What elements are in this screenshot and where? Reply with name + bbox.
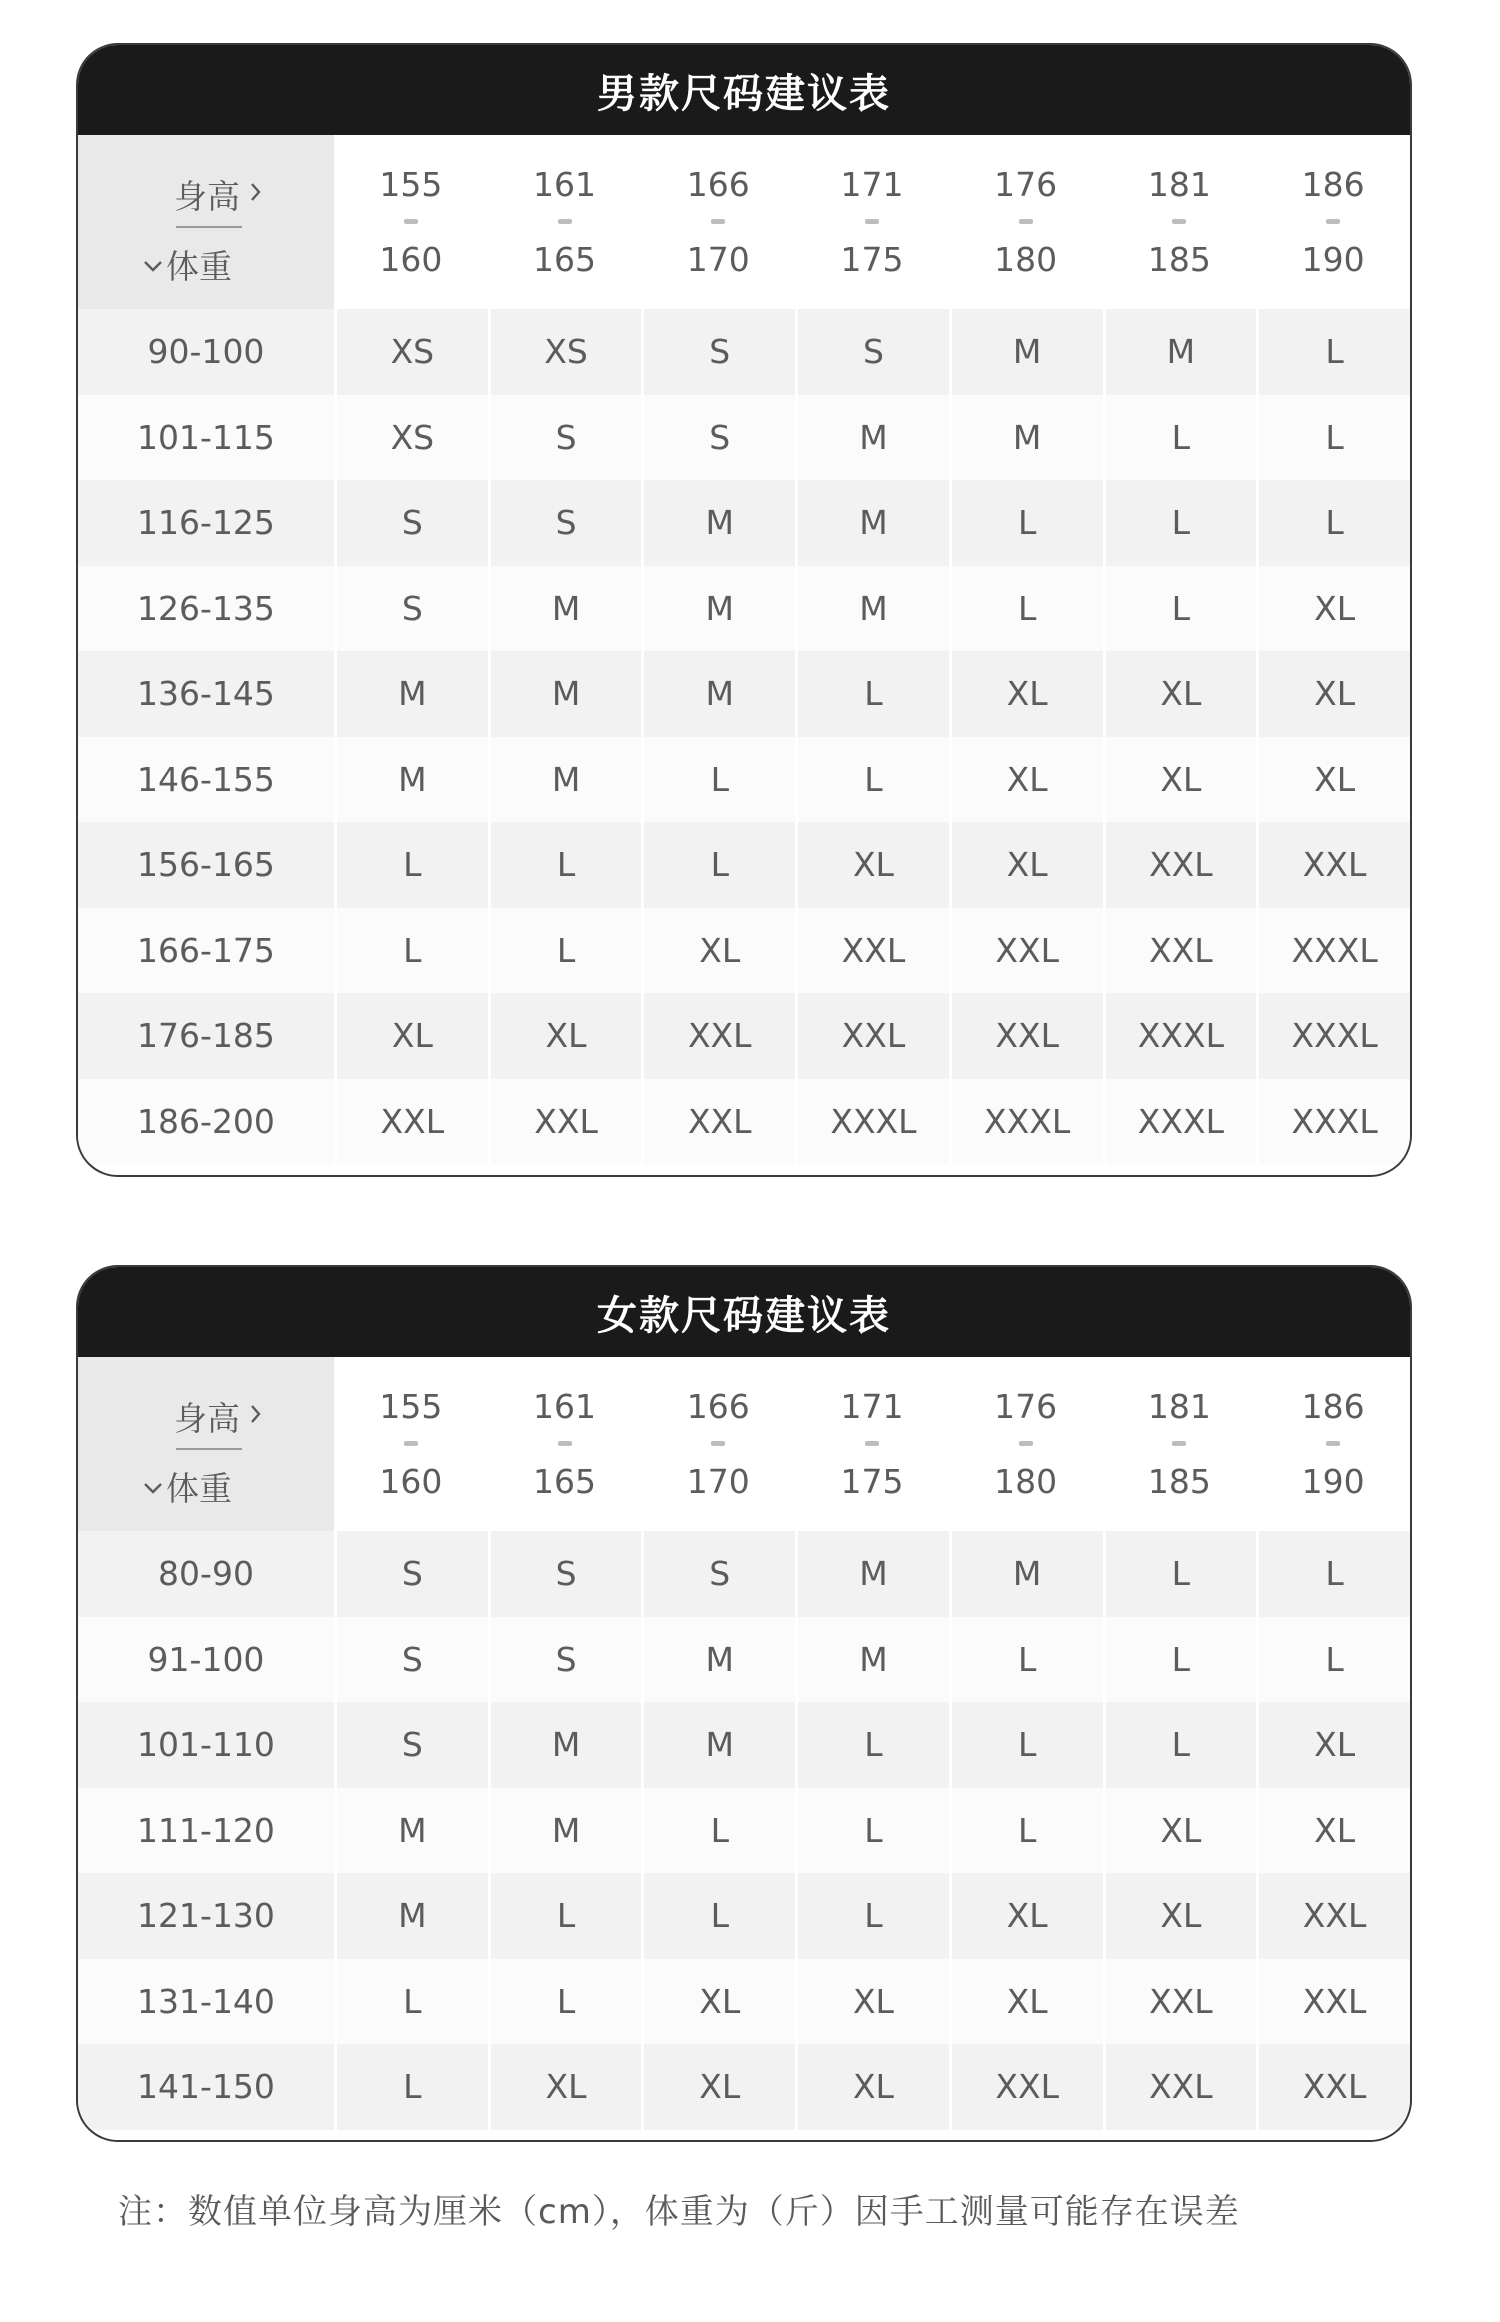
size-cell: XL [641,1959,795,2045]
size-cell: M [488,566,642,652]
size-cell: XL [1256,1788,1410,1874]
size-cell: XXL [949,908,1103,994]
weight-label: 体重 [166,1469,232,1508]
table-row [78,1531,1410,1617]
size-cell: XL [1256,1702,1410,1788]
size-cell: L [795,1702,949,1788]
weight-range-cell: 146-155 [78,737,334,823]
size-cell: M [334,1873,488,1959]
table-row [78,993,1410,1079]
size-cell: S [334,1617,488,1703]
size-cell: XL [949,822,1103,908]
size-cell: L [949,1702,1103,1788]
size-cell: M [334,737,488,823]
chevron-right-icon [250,181,262,208]
size-cell: M [949,1531,1103,1617]
table-row [78,1617,1410,1703]
size-cell: M [334,1788,488,1874]
table-corner-cell [78,135,334,309]
size-cell: M [641,1702,795,1788]
size-cell: XS [334,395,488,481]
size-cell: L [949,1788,1103,1874]
size-cell: XL [1256,737,1410,823]
size-cell: M [488,1702,642,1788]
size-cell: XL [1103,651,1257,737]
size-cell: L [1103,1617,1257,1703]
table-row [78,737,1410,823]
height-range-header: 181 185 [1103,135,1257,309]
size-cell: L [334,2044,488,2130]
size-cell: L [488,908,642,994]
size-cell: L [949,566,1103,652]
height-range-header: 186 190 [1256,135,1410,309]
table-row [78,309,1410,395]
women-size-table [78,1357,1410,2130]
size-cell: S [488,1617,642,1703]
weight-range-cell: 156-165 [78,822,334,908]
size-cell: M [795,1531,949,1617]
weight-range-cell: 101-110 [78,1702,334,1788]
size-cell: L [1103,1702,1257,1788]
size-cell: XXXL [795,1079,949,1165]
size-cell: XXL [1256,822,1410,908]
size-cell: XXL [1256,1873,1410,1959]
size-cell: L [795,651,949,737]
height-range-header: 171 175 [795,135,949,309]
size-cell: XXL [488,1079,642,1165]
size-cell: L [795,1788,949,1874]
size-cell: XL [334,993,488,1079]
weight-range-cell: 101-115 [78,395,334,481]
size-cell: L [1256,1617,1410,1703]
size-cell: XXL [1256,2044,1410,2130]
size-cell: S [795,309,949,395]
size-cell: L [949,480,1103,566]
size-cell: XXL [1103,2044,1257,2130]
women-chart-title: 女款尺码建议表 [78,1267,1410,1357]
chevron-down-icon [142,252,164,278]
height-range-header: 181 185 [1103,1357,1257,1531]
size-cell: L [949,1617,1103,1703]
size-cell: S [641,1531,795,1617]
weight-range-cell: 116-125 [78,480,334,566]
size-cell: L [334,1959,488,2045]
size-cell: XL [949,1873,1103,1959]
size-cell: M [641,480,795,566]
corner-divider [176,226,242,228]
table-row [78,2044,1410,2130]
height-header-row [78,135,1410,309]
height-label: 身高 [174,177,240,216]
size-cell: L [1103,566,1257,652]
weight-range-cell: 121-130 [78,1873,334,1959]
table-row [78,480,1410,566]
weight-range-cell: 141-150 [78,2044,334,2130]
size-cell: XXXL [1103,1079,1257,1165]
weight-range-cell: 111-120 [78,1788,334,1874]
women-size-chart [76,1265,1412,2142]
height-label: 身高 [174,1399,240,1438]
weight-range-cell: 80-90 [78,1531,334,1617]
size-cell: S [334,1702,488,1788]
size-cell: L [1103,395,1257,481]
size-cell: XL [1103,1873,1257,1959]
chevron-right-icon [250,1403,262,1430]
weight-range-cell: 166-175 [78,908,334,994]
size-cell: L [334,822,488,908]
size-cell: M [641,1617,795,1703]
size-cell: XXL [334,1079,488,1165]
size-cell: L [488,822,642,908]
size-cell: M [488,651,642,737]
weight-range-cell: 90-100 [78,309,334,395]
size-cell: L [1256,480,1410,566]
size-cell: S [334,480,488,566]
size-cell: M [795,395,949,481]
size-cell: M [488,1788,642,1874]
height-range-header: 155 160 [334,135,488,309]
size-cell: XL [1103,737,1257,823]
size-cell: XXL [1103,822,1257,908]
height-range-header: 176 180 [949,135,1103,309]
size-cell: L [1256,309,1410,395]
size-cell: XXL [949,993,1103,1079]
size-cell: XXL [1103,908,1257,994]
size-cell: XXXL [1103,993,1257,1079]
height-range-header: 166 170 [641,135,795,309]
size-cell: L [488,1873,642,1959]
size-cell: S [488,395,642,481]
size-cell: XXXL [949,1079,1103,1165]
table-row [78,1788,1410,1874]
height-header-row [78,1357,1410,1531]
size-cell: XXL [641,993,795,1079]
table-row [78,395,1410,481]
size-cell: M [795,566,949,652]
table-row [78,1873,1410,1959]
size-cell: L [1103,1531,1257,1617]
size-cell: M [949,309,1103,395]
size-cell: XXL [949,2044,1103,2130]
table-row [78,566,1410,652]
height-range-header: 171 175 [795,1357,949,1531]
size-cell: L [641,822,795,908]
size-cell: XXXL [1256,1079,1410,1165]
table-row [78,651,1410,737]
table-row [78,822,1410,908]
weight-range-cell: 186-200 [78,1079,334,1165]
size-cell: L [334,908,488,994]
size-cell: S [641,395,795,481]
size-cell: S [488,1531,642,1617]
size-cell: XL [641,2044,795,2130]
size-cell: XL [641,908,795,994]
table-row [78,1079,1410,1165]
size-cell: S [641,309,795,395]
size-cell: XL [795,1959,949,2045]
measurement-note: 注：数值单位身高为厘米（cm），体重为（斤）因手工测量可能存在误差 [118,2192,1240,2232]
size-cell: XS [334,309,488,395]
size-cell: XL [1256,651,1410,737]
men-size-table [78,135,1410,1164]
size-cell: XL [488,2044,642,2130]
height-range-header: 161 165 [488,1357,642,1531]
height-range-header: 155 160 [334,1357,488,1531]
size-cell: M [488,737,642,823]
weight-range-cell: 91-100 [78,1617,334,1703]
size-cell: L [795,737,949,823]
size-cell: XXL [795,908,949,994]
corner-divider [176,1448,242,1450]
size-cell: S [334,1531,488,1617]
table-row [78,908,1410,994]
size-cell: M [641,651,795,737]
size-cell: L [641,737,795,823]
table-row [78,1959,1410,2045]
size-cell: XL [1256,566,1410,652]
size-cell: M [949,395,1103,481]
size-cell: XXL [1256,1959,1410,2045]
size-cell: M [795,1617,949,1703]
chevron-down-icon [142,1474,164,1500]
size-cell: L [1256,395,1410,481]
weight-range-cell: 136-145 [78,651,334,737]
size-cell: XS [488,309,642,395]
weight-range-cell: 126-135 [78,566,334,652]
size-cell: XL [1103,1788,1257,1874]
size-cell: XXL [641,1079,795,1165]
size-cell: L [641,1788,795,1874]
size-cell: XL [949,1959,1103,2045]
table-row [78,1702,1410,1788]
height-range-header: 176 180 [949,1357,1103,1531]
weight-range-cell: 131-140 [78,1959,334,2045]
men-size-chart [76,43,1412,1177]
size-cell: S [488,480,642,566]
size-cell: L [1256,1531,1410,1617]
weight-range-cell: 176-185 [78,993,334,1079]
size-cell: XXXL [1256,908,1410,994]
size-cell: XL [949,737,1103,823]
size-cell: XL [795,2044,949,2130]
size-cell: XL [795,822,949,908]
height-range-header: 186 190 [1256,1357,1410,1531]
size-cell: XXXL [1256,993,1410,1079]
table-corner-cell [78,1357,334,1531]
size-cell: L [488,1959,642,2045]
size-cell: XL [488,993,642,1079]
size-cell: L [641,1873,795,1959]
size-cell: XL [949,651,1103,737]
size-cell: L [1103,480,1257,566]
size-cell: M [334,651,488,737]
men-chart-title: 男款尺码建议表 [78,45,1410,135]
weight-label: 体重 [166,247,232,286]
height-range-header: 166 170 [641,1357,795,1531]
size-cell: S [334,566,488,652]
size-cell: M [795,480,949,566]
size-cell: M [641,566,795,652]
size-cell: L [795,1873,949,1959]
height-range-header: 161 165 [488,135,642,309]
size-cell: XXL [1103,1959,1257,2045]
size-cell: M [1103,309,1257,395]
size-cell: XXL [795,993,949,1079]
